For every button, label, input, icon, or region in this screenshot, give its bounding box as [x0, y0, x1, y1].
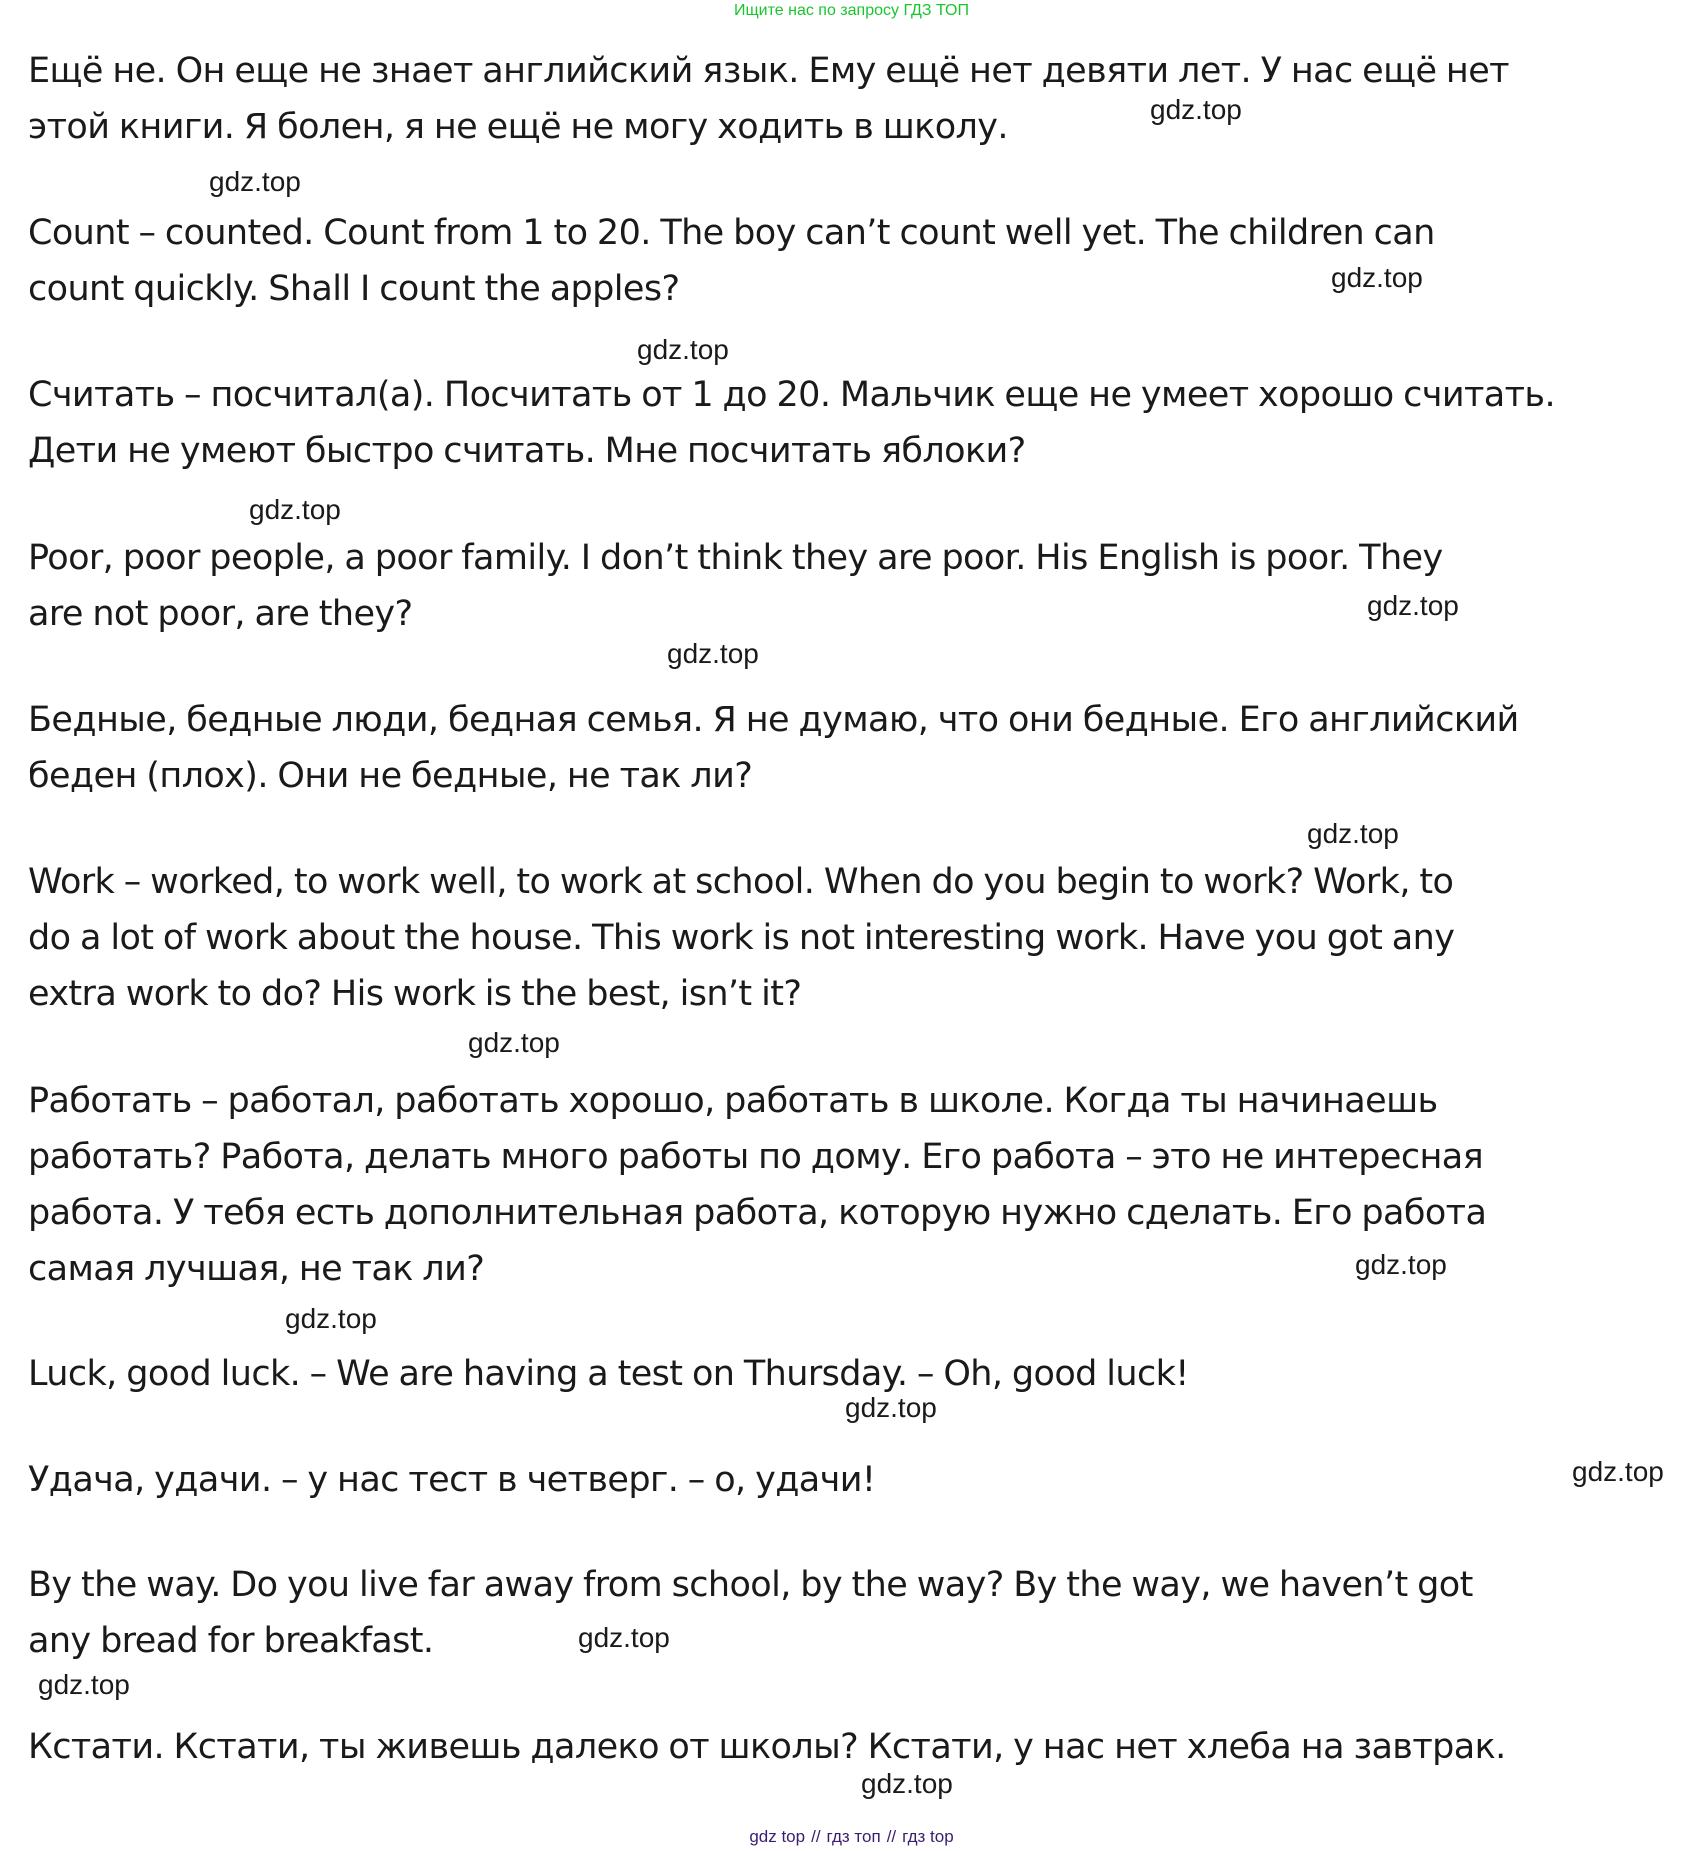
paragraph	[28, 1719, 1688, 1775]
paragraph-line: By the way. Do you live far away from school, by the way? By the way, we haven’t got	[28, 1565, 1473, 1605]
watermark: gdz.top	[1307, 818, 1399, 849]
watermark: gdz.top	[1367, 590, 1459, 621]
watermark: gdz.top	[861, 1768, 953, 1799]
paragraph	[28, 205, 1688, 317]
watermark: gdz.top	[1331, 262, 1423, 293]
paragraph-line: Бедные, бедные люди, бедная семья. Я не думаю, что они бедные. Его английский	[28, 700, 1519, 740]
watermark: gdz.top	[285, 1303, 377, 1334]
watermark: gdz.top	[637, 334, 729, 365]
paragraph-line: extra work to do? His work is the best, isn’t it?	[28, 974, 802, 1014]
paragraph-line: Ещё не. Он еще не знает английский язык. Ему ещё нет девяти лет. У нас ещё нет	[28, 51, 1509, 91]
paragraph-line: беден (плох). Они не бедные, не так ли?	[28, 756, 753, 796]
paragraph-line: работать? Работа, делать много работы по дому. Его работа – это не интересная	[28, 1137, 1484, 1177]
paragraph-line: Poor, poor people, a poor family. I don’t think they are poor. His English is poor. They	[28, 538, 1443, 578]
paragraph	[28, 692, 1688, 804]
footer-item: гдз топ	[826, 1827, 881, 1846]
watermark: gdz.top	[578, 1622, 670, 1653]
paragraph	[28, 1557, 1688, 1669]
watermark: gdz.top	[209, 166, 301, 197]
watermark: gdz.top	[468, 1027, 560, 1058]
paragraph-line: этой книги. Я болен, я не ещё не могу ходить в школу.	[28, 107, 1008, 147]
paragraph	[28, 43, 1688, 155]
watermark: gdz.top	[1355, 1249, 1447, 1280]
paragraph-line: Удача, удачи. – у нас тест в четверг. – о, удачи!	[28, 1460, 876, 1500]
paragraph-line: are not poor, are they?	[28, 594, 413, 634]
paragraph-line: Luck, good luck. – We are having a test on Thursday. – Oh, good luck!	[28, 1354, 1189, 1394]
paragraph-line: Дети не умеют быстро считать. Мне посчитать яблоки?	[28, 431, 1026, 471]
watermark: gdz.top	[1572, 1456, 1664, 1487]
watermark: gdz.top	[845, 1392, 937, 1423]
paragraph-line: any bread for breakfast.	[28, 1621, 434, 1661]
paragraph-line: count quickly. Shall I count the apples?	[28, 269, 680, 309]
paragraph-line: Считать – посчитал(а). Посчитать от 1 до 20. Мальчик еще не умеет хорошо считать.	[28, 375, 1555, 415]
watermark: gdz.top	[667, 638, 759, 669]
paragraph	[28, 530, 1688, 642]
paragraph-line: Работать – работал, работать хорошо, работать в школе. Когда ты начинаешь	[28, 1081, 1438, 1121]
watermark: gdz.top	[38, 1669, 130, 1700]
footer-item: gdz top	[749, 1827, 806, 1846]
paragraph-line: Count – counted. Count from 1 to 20. The boy can’t count well yet. The children can	[28, 213, 1435, 253]
paragraph	[28, 367, 1688, 479]
paragraph-line: Кстати. Кстати, ты живешь далеко от школы? Кстати, у нас нет хлеба на завтрак.	[28, 1727, 1506, 1767]
watermark: gdz.top	[249, 494, 341, 525]
footer	[0, 1826, 1703, 1848]
paragraph-line: do a lot of work about the house. This work is not interesting work. Have you got any	[28, 918, 1455, 958]
paragraph-line: Work – worked, to work well, to work at school. When do you begin to work? Work, to	[28, 862, 1454, 902]
paragraph	[28, 1452, 1688, 1508]
top-banner: Ищите нас по запросу ГДЗ ТОП	[734, 2, 969, 19]
footer-item: гдз top	[902, 1827, 954, 1846]
footer-separator: //	[886, 1827, 897, 1846]
paragraph	[28, 854, 1688, 1022]
paragraph-line: работа. У тебя есть дополнительная работа, которую нужно сделать. Его работа	[28, 1193, 1487, 1233]
paragraph-line: самая лучшая, не так ли?	[28, 1249, 485, 1289]
watermark: gdz.top	[1150, 94, 1242, 125]
footer-separator: //	[811, 1827, 821, 1846]
